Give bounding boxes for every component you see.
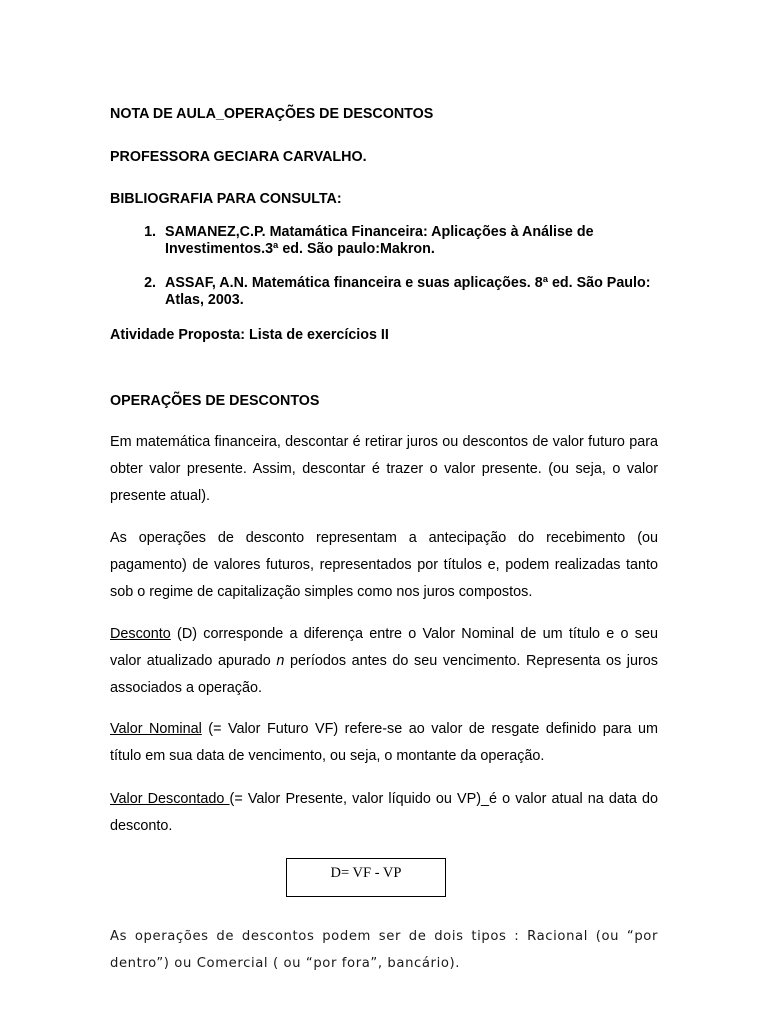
term-valor-descontado: Valor Descontado: [110, 791, 230, 807]
paragraph-valor-nominal: [110, 716, 658, 770]
paragraph-desconto-text-2: períodos antes do seu vencimento. Representa os juros associados a operação.: [110, 652, 658, 696]
paragraph-tipos: As operações de descontos podem ser de dois tipos : Racional (ou “por dentro”) ou Comercial ( ou “por fora”, bancário).: [110, 929, 658, 971]
paragraph-operations: As operações de desconto representam a antecipação do recebimento (ou pagamento) de valores futuros, representados por títulos e, podem realizadas tanto sob o regime de capitalização simples como nos juros compostos.: [110, 530, 658, 600]
bibliography-item-number: 1.: [144, 224, 156, 240]
term-desconto: Desconto: [110, 626, 171, 642]
bibliography-item-text: ASSAF, A.N. Matemática financeira e suas aplicações. 8ª ed. São Paulo: Atlas, 2003.: [165, 275, 651, 308]
bibliography-item-text: SAMANEZ,C.P. Matamática Financeira: Aplicações à Análise de Investimentos.3ª ed. São paulo:Makron.: [165, 224, 594, 257]
paragraph-intro: Em matemática financeira, descontar é retirar juros ou descontos de valor futuro para obter valor presente. Assim, descontar é trazer o valor presente. (ou seja, o valor presente atual).: [110, 434, 658, 504]
professor-name: PROFESSORA GECIARA CARVALHO.: [110, 149, 367, 165]
paragraph-valor-descontado-text: (= Valor Presente, valor líquido ou VP)_é o valor atual na data do desconto.: [110, 791, 659, 834]
document-title: NOTA DE AULA_OPERAÇÕES DE DESCONTOS: [110, 106, 434, 122]
bibliography-item: [110, 224, 658, 258]
paragraph-desconto: [110, 621, 658, 701]
variable-n: n: [276, 652, 285, 669]
bibliography-item-number: 2.: [144, 275, 156, 291]
formula-box: [286, 858, 446, 897]
section-heading: OPERAÇÕES DE DESCONTOS: [110, 393, 320, 409]
formula-text: D= VF - VP: [330, 865, 402, 881]
term-valor-nominal: Valor Nominal: [110, 721, 202, 737]
bibliography-heading: BIBLIOGRAFIA PARA CONSULTA:: [110, 191, 342, 207]
bibliography-item: [110, 275, 658, 309]
paragraph-desconto-text-1: (D) corresponde a diferença entre o Valor Nominal de um título e o seu valor atualizado apurado: [110, 626, 658, 669]
paragraph-valor-nominal-text: (= Valor Futuro VF) refere-se ao valor de resgate definido para um título em sua data de vencimento, ou seja, o montante da operação.: [110, 721, 658, 764]
paragraph-valor-descontado: [110, 786, 658, 840]
activity-line: Atividade Proposta: Lista de exercícios II: [110, 327, 389, 343]
